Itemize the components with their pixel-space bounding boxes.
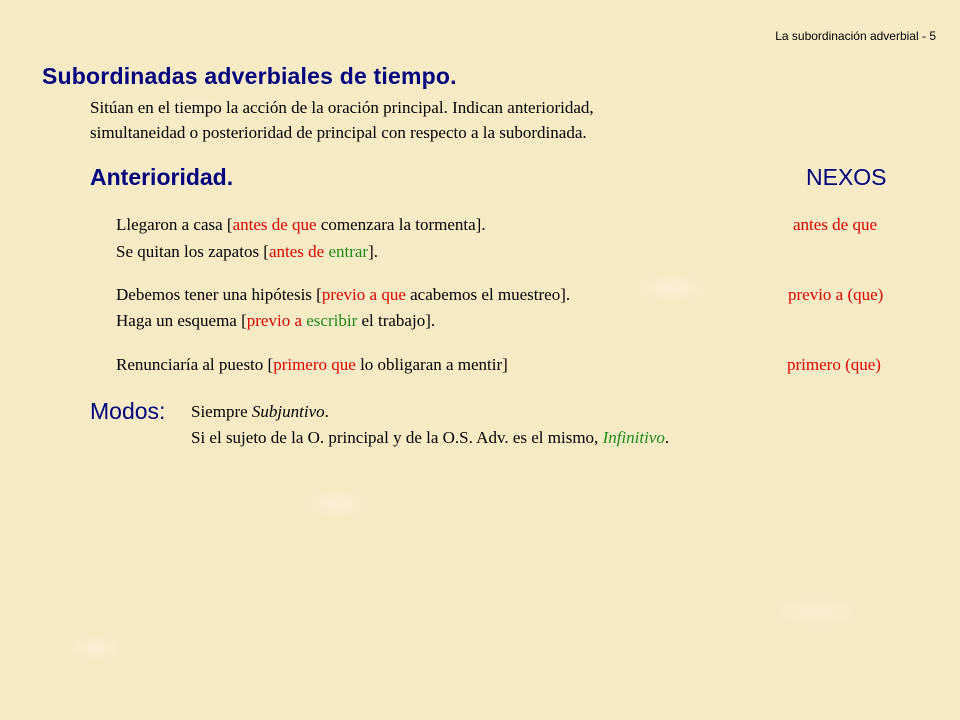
nexo-highlight: primero que — [273, 355, 356, 374]
example-sentence-4 — [116, 311, 435, 331]
slide-title: Subordinadas adverbiales de tiempo. — [42, 63, 457, 89]
section-title-anterioridad: Anterioridad. — [90, 164, 234, 190]
nexo-label-previo-a-que: previo a (que) — [788, 285, 884, 304]
modo-subjuntivo: Subjuntivo — [251, 402, 325, 421]
example-text: acabemos el muestreo]. — [405, 285, 571, 304]
nexos-heading: NEXOS — [806, 164, 887, 190]
verb-highlight: escribir — [306, 311, 358, 330]
nexo-highlight: antes de que — [232, 215, 317, 234]
example-sentence-1 — [116, 215, 486, 235]
nexo-label-antes-de-que: antes de que — [793, 215, 878, 234]
nexo-highlight: antes de — [268, 242, 325, 261]
slide-caption: La subordinación adverbial - 5 — [775, 29, 936, 43]
intro-line-2: simultaneidad o posterioridad de principal con respecto a la subordinada. — [90, 123, 587, 142]
example-text: Haga un esquema [ — [116, 311, 247, 330]
modo-line-1 — [191, 402, 329, 422]
intro-line-1: Sitúan en el tiempo la acción de la oración principal. Indican anterioridad, — [90, 98, 594, 117]
nexo-label-primero-que: primero (que) — [787, 355, 881, 374]
modo-infinitivo: Infinitivo — [602, 428, 665, 447]
example-text: ]. — [368, 242, 379, 261]
nexo-highlight: previo a que — [321, 285, 406, 304]
example-text: Se quitan los zapatos [ — [116, 242, 269, 261]
example-text: lo obligaran a mentir] — [355, 355, 508, 374]
modos-label: Modos: — [90, 398, 166, 424]
example-sentence-2 — [116, 242, 378, 262]
example-text: Llegaron a casa [ — [116, 215, 233, 234]
example-sentence-3 — [116, 285, 570, 305]
example-text: Renunciaría al puesto [ — [116, 355, 274, 374]
example-sentence-5 — [116, 355, 508, 375]
example-text: el trabajo]. — [357, 311, 436, 330]
modo-text: Si el sujeto de la O. principal y de la O.S. Adv. es el mismo, — [191, 428, 603, 447]
modo-line-2 — [191, 428, 669, 448]
example-text: Debemos tener una hipótesis [ — [116, 285, 322, 304]
modo-text: . — [664, 428, 670, 447]
modo-text: Siempre — [191, 402, 252, 421]
modo-text: . — [324, 402, 329, 421]
verb-highlight: entrar — [328, 242, 369, 261]
nexo-highlight: previo a — [246, 311, 302, 330]
example-text: comenzara la tormenta]. — [316, 215, 486, 234]
